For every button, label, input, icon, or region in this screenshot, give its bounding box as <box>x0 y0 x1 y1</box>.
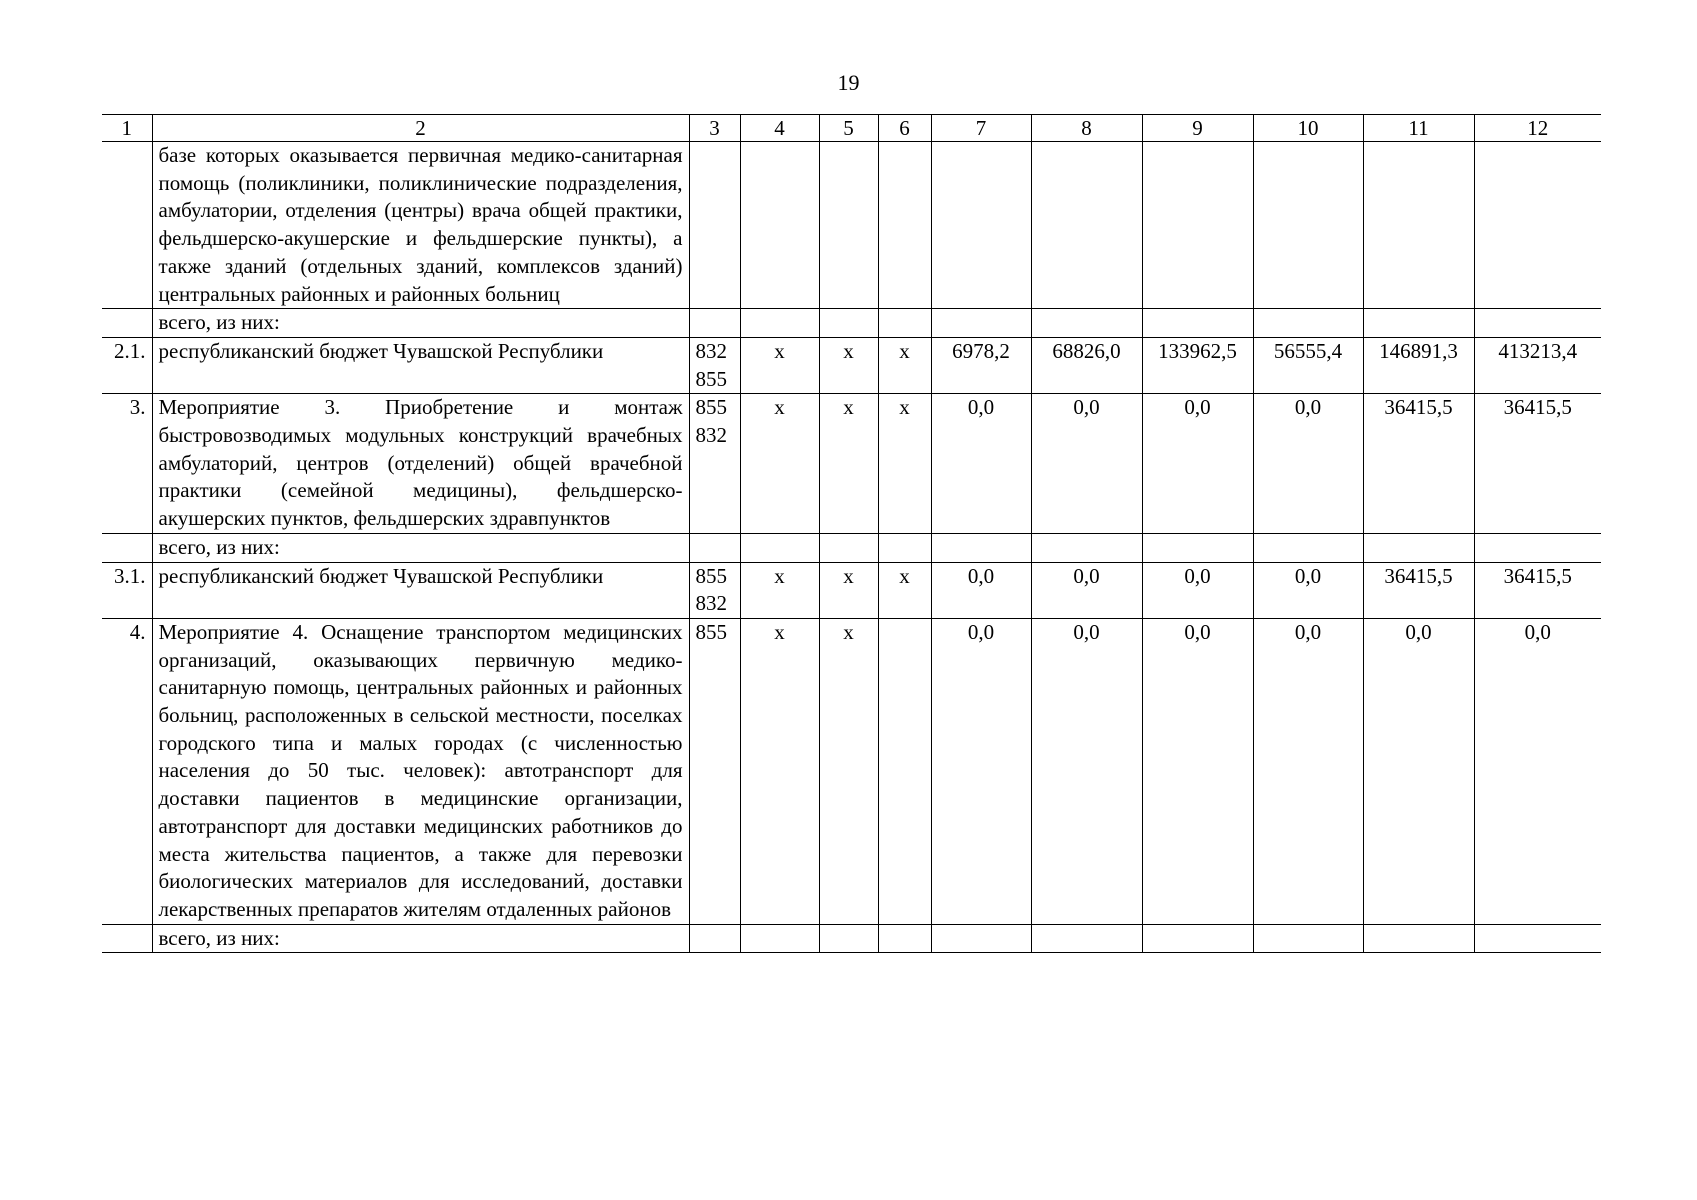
value-col-8-cell <box>1031 309 1142 338</box>
row-number-cell: 3.1. <box>102 562 152 618</box>
table-row <box>102 924 1601 953</box>
column-6-cell <box>878 142 931 309</box>
column-6-cell: х <box>878 337 931 393</box>
value-col-8-cell: 0,0 <box>1031 394 1142 534</box>
column-header: 8 <box>1031 115 1142 142</box>
table-row <box>102 309 1601 338</box>
column-4-cell: х <box>740 394 819 534</box>
budget-code-cell <box>689 309 740 338</box>
table-row <box>102 394 1601 534</box>
column-header: 2 <box>152 115 689 142</box>
column-5-cell <box>819 924 878 953</box>
item-name-cell: всего, из них: <box>152 309 689 338</box>
budget-code-cell <box>689 562 740 618</box>
column-header-row <box>102 115 1601 142</box>
value-col-10-cell <box>1253 924 1363 953</box>
budget-code: 855 <box>695 395 727 420</box>
budget-code: 832 <box>695 338 727 363</box>
item-name-cell: Мероприятие 4. Оснащение транспортом медицинских организаций, оказывающих первичную медико-санитарную помощь, центральных районных и районных больниц, расположенных в сельской местности, поселках городского типа и малых городах (с численностью населения до 50 тыс. человек): автотранспорт для доставки пациентов в медицинские организации, автотранспорт для доставки медицинских работников до места жительства пациентов, а также для перевозки биологических материалов для исследований, доставки лекарственных препаратов жителям отдаленных районов <box>152 618 689 924</box>
value-col-9-cell: 0,0 <box>1142 618 1253 924</box>
budget-code: 832 <box>695 423 727 448</box>
value-col-12-cell: 36415,5 <box>1474 562 1601 618</box>
item-name-cell: Мероприятие 3. Приобретение и монтаж быстровозводимых модульных конструкций врачебных амбулаторий, центров (отделений) общей врачебной практики (семейной медицины), фельдшерско-акушерских пунктов, фельдшерских здравпунктов <box>152 394 689 534</box>
value-col-11-cell <box>1363 533 1474 562</box>
value-col-12-cell <box>1474 309 1601 338</box>
column-header: 7 <box>931 115 1031 142</box>
row-number-cell <box>102 142 152 309</box>
column-5-cell: х <box>819 394 878 534</box>
item-name-cell: всего, из них: <box>152 533 689 562</box>
column-header: 1 <box>102 115 152 142</box>
value-col-8-cell <box>1031 924 1142 953</box>
value-col-9-cell <box>1142 533 1253 562</box>
table-row <box>102 618 1601 924</box>
value-col-7-cell: 0,0 <box>931 618 1031 924</box>
table-row <box>102 562 1601 618</box>
value-col-9-cell: 133962,5 <box>1142 337 1253 393</box>
value-col-11-cell <box>1363 924 1474 953</box>
budget-code-cell <box>689 533 740 562</box>
column-4-cell <box>740 142 819 309</box>
value-col-10-cell: 56555,4 <box>1253 337 1363 393</box>
row-number-cell <box>102 533 152 562</box>
value-col-7-cell <box>931 533 1031 562</box>
value-col-8-cell <box>1031 533 1142 562</box>
column-6-cell <box>878 309 931 338</box>
column-5-cell <box>819 142 878 309</box>
column-header: 10 <box>1253 115 1363 142</box>
column-6-cell: х <box>878 562 931 618</box>
value-col-12-cell: 36415,5 <box>1474 394 1601 534</box>
value-col-10-cell: 0,0 <box>1253 618 1363 924</box>
budget-code-cell <box>689 337 740 393</box>
budget-code-cell <box>689 618 740 924</box>
table-row <box>102 142 1601 309</box>
row-number-cell <box>102 309 152 338</box>
column-6-cell <box>878 618 931 924</box>
value-col-9-cell <box>1142 309 1253 338</box>
value-col-11-cell <box>1363 309 1474 338</box>
value-col-9-cell <box>1142 924 1253 953</box>
row-number-cell: 3. <box>102 394 152 534</box>
value-col-10-cell <box>1253 533 1363 562</box>
budget-code: 832 <box>695 591 727 616</box>
budget-code: 855 <box>695 563 727 588</box>
column-5-cell <box>819 533 878 562</box>
value-col-12-cell: 0,0 <box>1474 618 1601 924</box>
value-col-7-cell: 6978,2 <box>931 337 1031 393</box>
item-name-cell: республиканский бюджет Чувашской Республики <box>152 562 689 618</box>
value-col-12-cell <box>1474 142 1601 309</box>
funding-table <box>102 114 1601 953</box>
table-row <box>102 337 1601 393</box>
budget-code: 855 <box>695 366 727 391</box>
value-col-7-cell <box>931 309 1031 338</box>
value-col-9-cell: 0,0 <box>1142 394 1253 534</box>
row-number-cell: 4. <box>102 618 152 924</box>
column-4-cell <box>740 309 819 338</box>
column-6-cell <box>878 924 931 953</box>
value-col-7-cell: 0,0 <box>931 562 1031 618</box>
value-col-10-cell <box>1253 142 1363 309</box>
value-col-7-cell <box>931 924 1031 953</box>
value-col-11-cell: 146891,3 <box>1363 337 1474 393</box>
value-col-10-cell: 0,0 <box>1253 562 1363 618</box>
value-col-11-cell: 0,0 <box>1363 618 1474 924</box>
item-name-cell: всего, из них: <box>152 924 689 953</box>
column-4-cell: х <box>740 618 819 924</box>
value-col-9-cell <box>1142 142 1253 309</box>
value-col-7-cell: 0,0 <box>931 394 1031 534</box>
page-number: 19 <box>837 70 860 95</box>
value-col-10-cell: 0,0 <box>1253 394 1363 534</box>
value-col-12-cell <box>1474 533 1601 562</box>
column-header: 4 <box>740 115 819 142</box>
column-header: 12 <box>1474 115 1601 142</box>
column-4-cell: х <box>740 337 819 393</box>
value-col-8-cell <box>1031 142 1142 309</box>
value-col-11-cell <box>1363 142 1474 309</box>
column-4-cell <box>740 533 819 562</box>
column-header: 11 <box>1363 115 1474 142</box>
column-header: 3 <box>689 115 740 142</box>
column-5-cell: х <box>819 337 878 393</box>
table-row <box>102 533 1601 562</box>
item-name-cell: базе которых оказывается первичная медико-санитарная помощь (поликлиники, поликлинические подразделения, амбулатории, отделения (центры) врача общей практики, фельдшерско-акушерские и фельдшерские пункты), а также зданий (отдельных зданий, комплексов зданий) центральных районных и районных больниц <box>152 142 689 309</box>
column-header: 6 <box>878 115 931 142</box>
item-name-cell: республиканский бюджет Чувашской Республики <box>152 337 689 393</box>
budget-code: 855 <box>695 619 727 644</box>
value-col-9-cell: 0,0 <box>1142 562 1253 618</box>
row-number-cell: 2.1. <box>102 337 152 393</box>
value-col-10-cell <box>1253 309 1363 338</box>
column-header: 5 <box>819 115 878 142</box>
column-6-cell <box>878 533 931 562</box>
value-col-11-cell: 36415,5 <box>1363 562 1474 618</box>
value-col-12-cell <box>1474 924 1601 953</box>
column-4-cell <box>740 924 819 953</box>
value-col-12-cell: 413213,4 <box>1474 337 1601 393</box>
column-5-cell: х <box>819 618 878 924</box>
budget-code-cell <box>689 394 740 534</box>
column-header: 9 <box>1142 115 1253 142</box>
value-col-8-cell: 0,0 <box>1031 562 1142 618</box>
budget-code-cell <box>689 924 740 953</box>
value-col-8-cell: 68826,0 <box>1031 337 1142 393</box>
column-5-cell: х <box>819 562 878 618</box>
column-4-cell: х <box>740 562 819 618</box>
value-col-8-cell: 0,0 <box>1031 618 1142 924</box>
value-col-11-cell: 36415,5 <box>1363 394 1474 534</box>
budget-code-cell <box>689 142 740 309</box>
column-6-cell: х <box>878 394 931 534</box>
column-5-cell <box>819 309 878 338</box>
row-number-cell <box>102 924 152 953</box>
value-col-7-cell <box>931 142 1031 309</box>
